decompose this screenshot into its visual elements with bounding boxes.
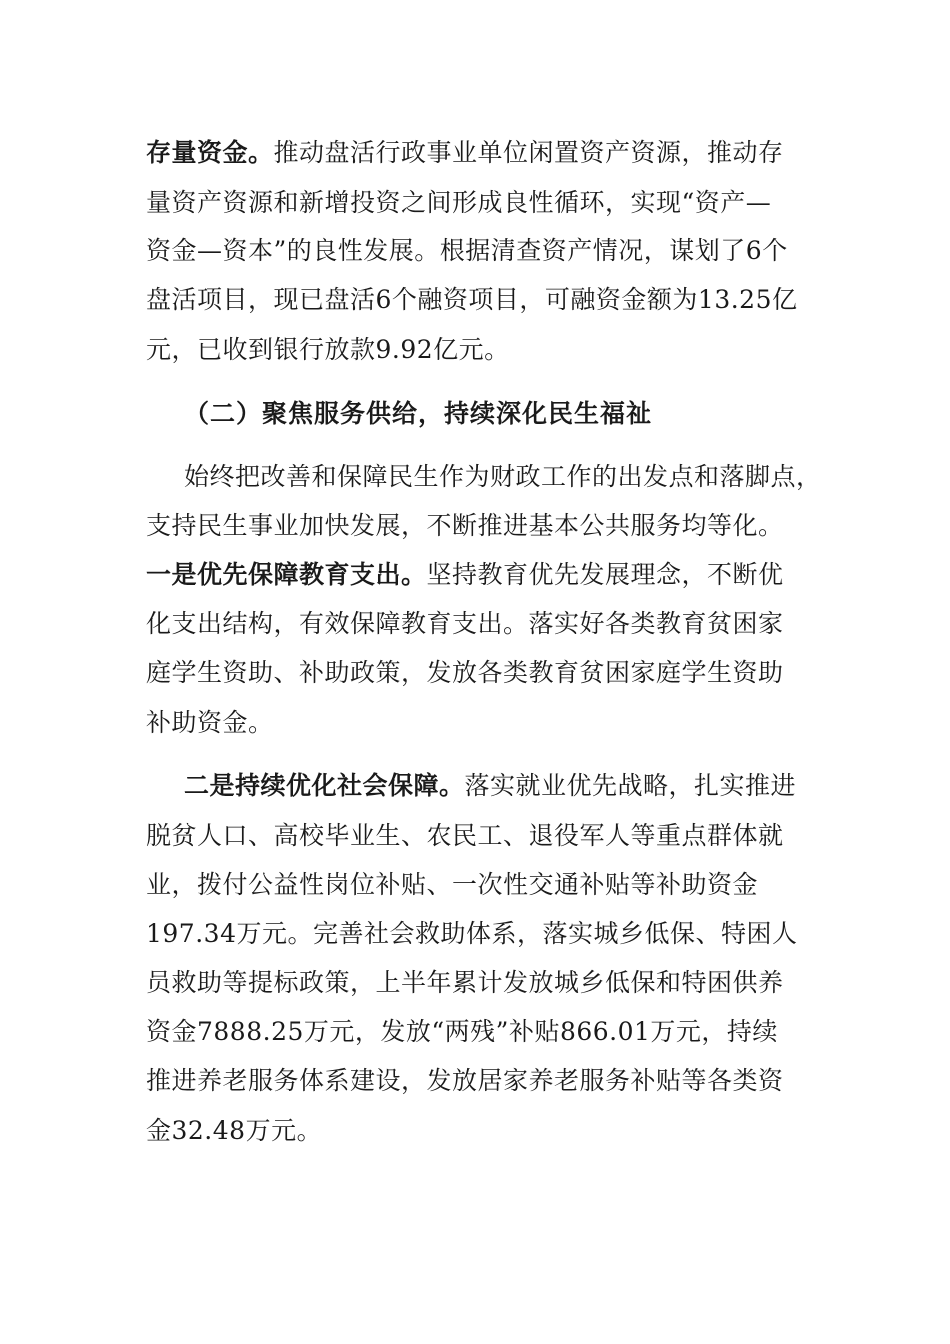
paragraph-1-line-4: 盘活项目，现已盘活6个融资项目，可融资金额为13.25亿 bbox=[146, 285, 798, 314]
paragraph-3-line-1-text: 落实就业优先战略，扎实推进 bbox=[464, 771, 797, 800]
paragraph-1-line-1-text: 推动盘活行政事业单位闲置资产资源，推动存 bbox=[273, 138, 784, 167]
paragraph-2-line-5: 庭学生资助、补助政策，发放各类教育贫困家庭学生资助 bbox=[146, 658, 784, 687]
paragraph-2-line-4: 化支出结构，有效保障教育支出。落实好各类教育贫困家 bbox=[146, 609, 784, 638]
paragraph-3-line-1 bbox=[184, 764, 824, 808]
paragraph-2-lead: 一是优先保障教育支出。 bbox=[146, 560, 427, 589]
paragraph-1-line-3: 资金—资本”的良性发展。根据清查资产情况，谋划了6个 bbox=[146, 236, 788, 265]
paragraph-1-line-5: 元，已收到银行放款9.92亿元。 bbox=[146, 335, 510, 364]
paragraph-3-line-4: 197.34万元。完善社会救助体系，落实城乡低保、特困人 bbox=[146, 919, 798, 948]
paragraph-3-line-8: 金32.48万元。 bbox=[146, 1116, 323, 1145]
paragraph-1-lead: 存量资金。 bbox=[146, 138, 274, 167]
paragraph-2-line-3 bbox=[146, 553, 816, 597]
paragraph-3-lead: 二是持续优化社会保障。 bbox=[184, 771, 465, 800]
paragraph-3-line-3: 业，拨付公益性岗位补贴、一次性交通补贴等补助资金 bbox=[146, 870, 759, 899]
section-heading: （二）聚焦服务供给，持续深化民生福祉 bbox=[184, 399, 653, 428]
paragraph-2-line-2: 支持民生事业加快发展，不断推进基本公共服务均等化。 bbox=[146, 511, 784, 540]
paragraph-2-line-3-text: 坚持教育优先发展理念，不断优 bbox=[426, 560, 784, 589]
paragraph-1-line-1 bbox=[146, 131, 816, 175]
paragraph-1-line-2: 量资产资源和新增投资之间形成良性循环，实现“资产— bbox=[146, 188, 772, 217]
paragraph-3-line-7: 推进养老服务体系建设，发放居家养老服务补贴等各类资 bbox=[146, 1066, 784, 1095]
paragraph-3-line-2: 脱贫人口、高校毕业生、农民工、退役军人等重点群体就 bbox=[146, 821, 784, 850]
paragraph-3-line-5: 员救助等提标政策，上半年累计发放城乡低保和特困供养 bbox=[146, 968, 784, 997]
paragraph-2-line-1: 始终把改善和保障民生作为财政工作的出发点和落脚点， bbox=[184, 462, 822, 491]
paragraph-3-line-6: 资金7888.25万元，发放“两残”补贴866.01万元，持续 bbox=[146, 1017, 778, 1046]
paragraph-2-line-6: 补助资金。 bbox=[146, 708, 274, 737]
